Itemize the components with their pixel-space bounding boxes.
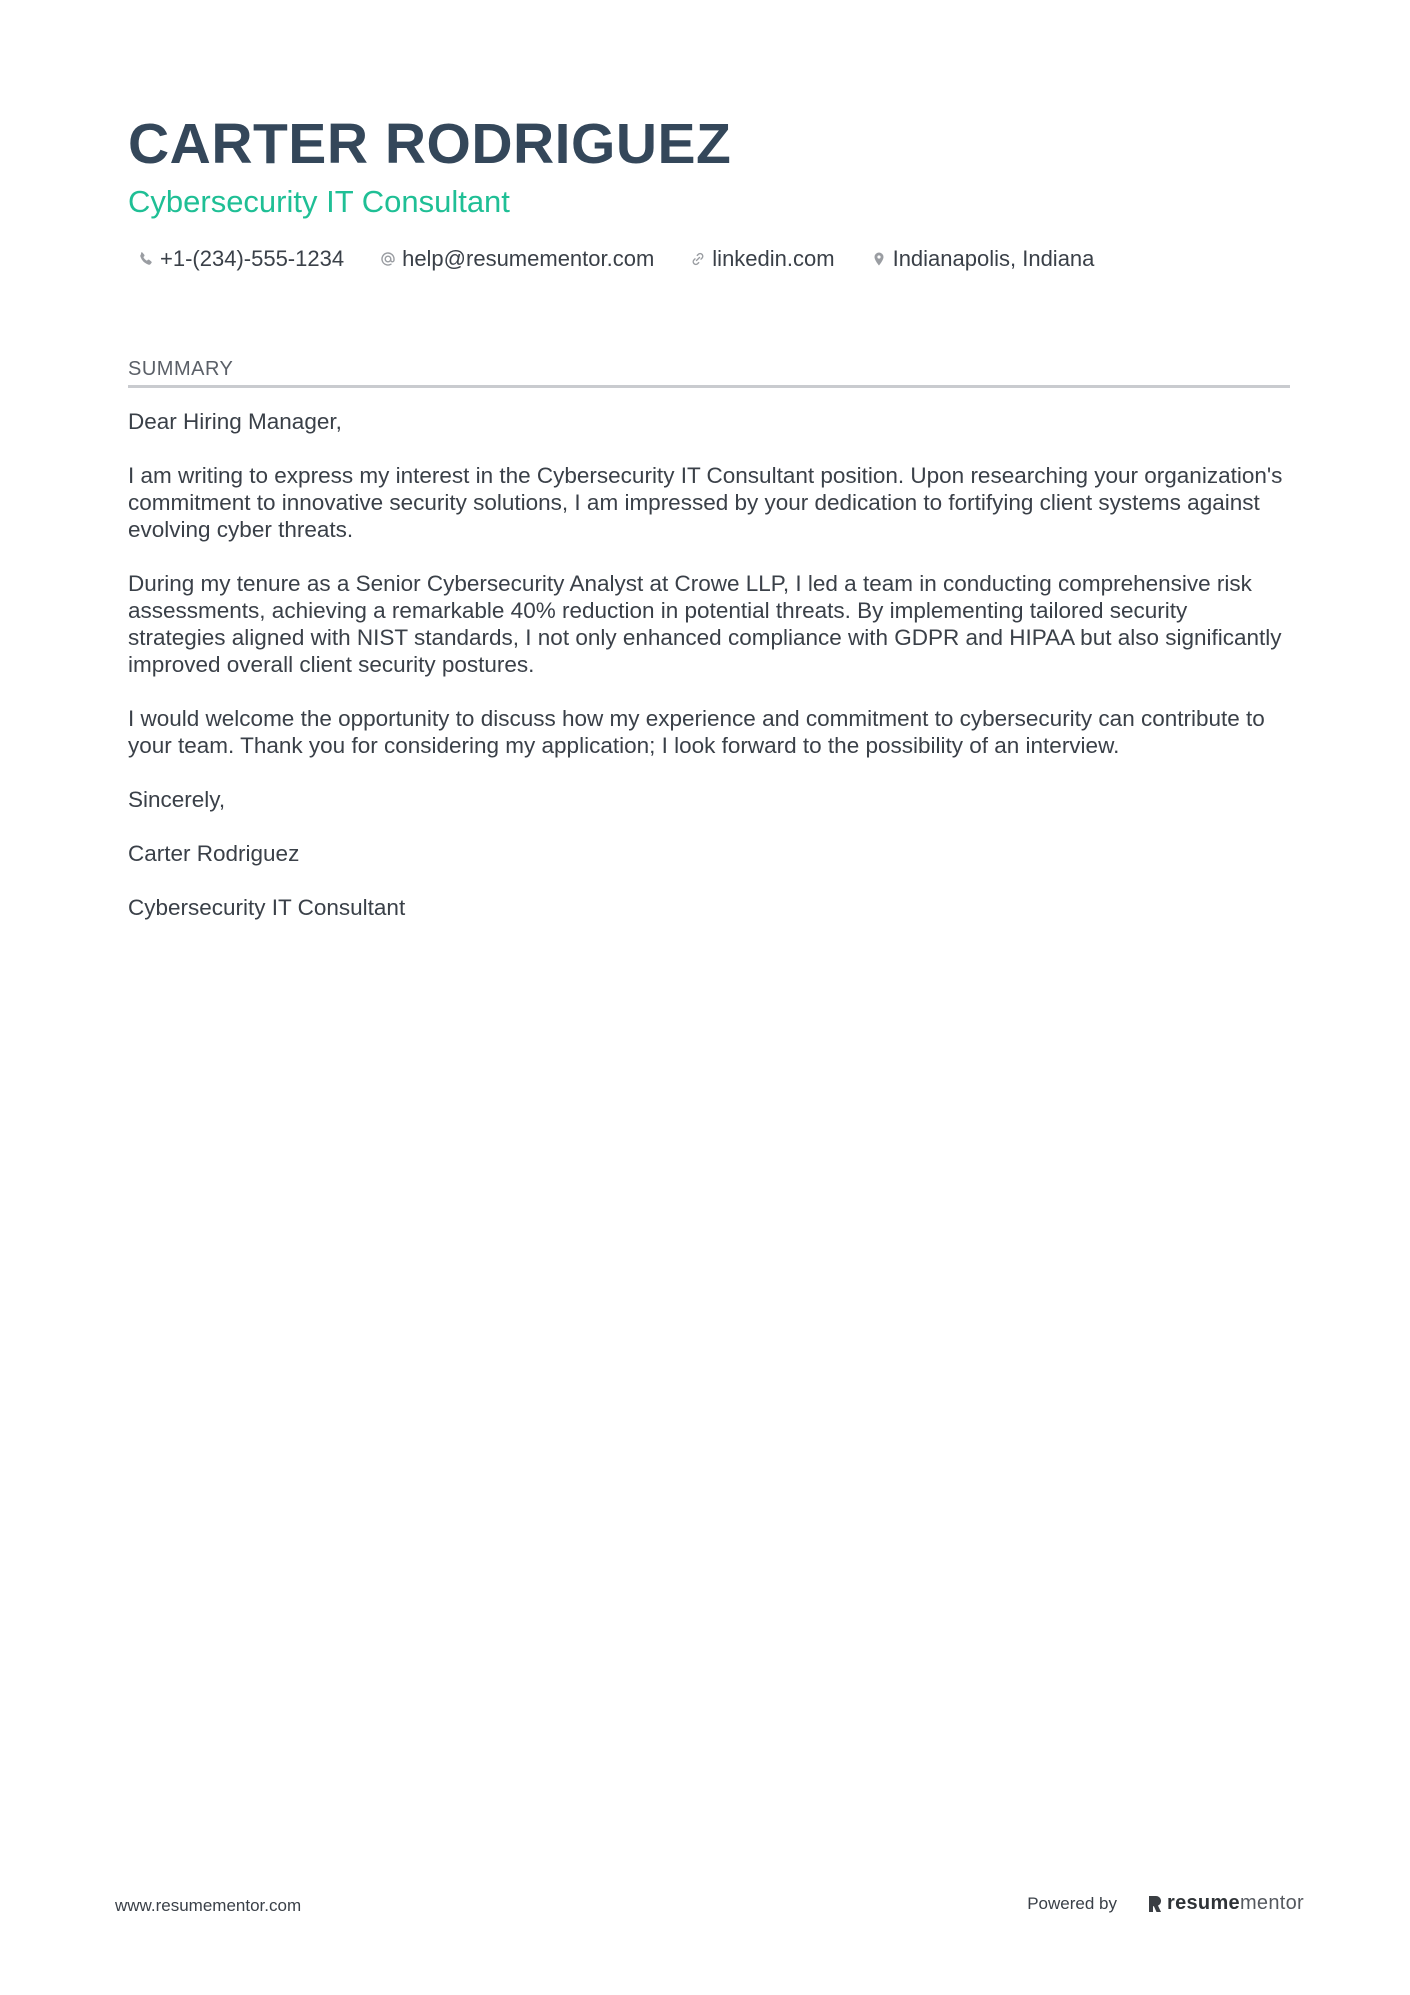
email-text[interactable]: help@resumementor.com <box>402 246 655 271</box>
contact-phone <box>128 246 344 272</box>
closing: Sincerely, <box>128 787 226 812</box>
contact-email[interactable] <box>370 246 654 272</box>
brand-text-light: mentor <box>1239 1892 1304 1914</box>
header <box>128 108 1288 272</box>
link-icon <box>688 249 708 269</box>
paragraph: I am writing to express my interest in the Cybersecurity IT Consultant position. Upon researching your organization's commitment to innovative security solutions, I am impressed by your dedication to fortifying client systems against evolving cyber threats. <box>128 463 1283 542</box>
salutation: Dear Hiring Manager, <box>128 409 342 434</box>
contact-bar <box>128 246 1288 272</box>
section-heading: SUMMARY <box>128 358 1290 388</box>
at-icon <box>378 249 398 269</box>
brand-logo[interactable] <box>1147 1892 1304 1915</box>
location-text: Indianapolis, Indiana <box>892 246 1095 271</box>
letter-body <box>128 408 1290 921</box>
powered-by-label: Powered by <box>1027 1893 1117 1913</box>
contact-link[interactable] <box>680 246 834 272</box>
job-title: Cybersecurity IT Consultant <box>128 184 510 219</box>
paragraph: During my tenure as a Senior Cybersecurity Analyst at Crowe LLP, I led a team in conducting comprehensive risk assessments, achieving a remarkable 40% reduction in potential threats. By implementing tailored security strategies aligned with NIST standards, I not only enhanced compliance with GDPR and HIPAA but also significantly improved overall client security postures. <box>128 571 1282 677</box>
footer-branding <box>1027 1892 1304 1915</box>
link-text[interactable]: linkedin.com <box>712 246 835 271</box>
summary-section <box>128 358 1290 948</box>
signature-title: Cybersecurity IT Consultant <box>128 895 406 920</box>
candidate-name: CARTER RODRIGUEZ <box>128 112 732 176</box>
contact-location <box>861 246 1095 272</box>
phone-icon <box>136 249 156 269</box>
footer-website[interactable]: www.resumementor.com <box>115 1896 302 1915</box>
paragraph: I would welcome the opportunity to discuss how my experience and commitment to cybersecurity can contribute to your team. Thank you for considering my application; I look forward to the possibility of an interview. <box>128 706 1265 758</box>
map-pin-icon <box>869 249 889 269</box>
brand-text-bold: resume <box>1167 1892 1240 1914</box>
phone-text: +1-(234)-555-1234 <box>160 246 345 271</box>
resumementor-logo-icon <box>1147 1894 1163 1914</box>
signature-name: Carter Rodriguez <box>128 841 300 866</box>
